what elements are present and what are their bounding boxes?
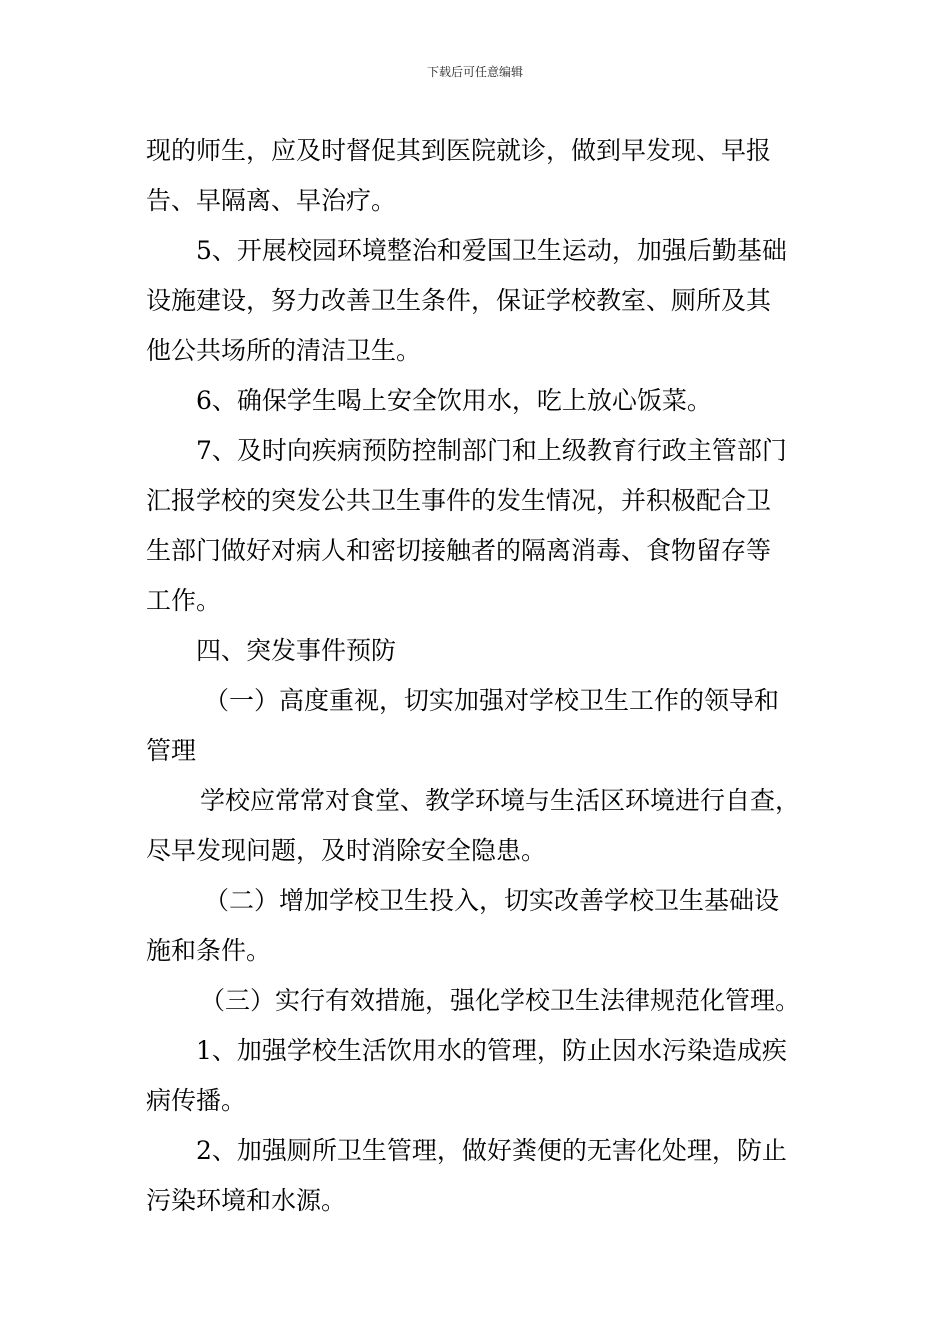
body-text: [146, 126, 826, 1226]
text-line: 病传播。: [146, 1086, 247, 1115]
subsection-heading: （二）增加学校卫生投入，切实改善学校卫生基础设: [204, 886, 780, 915]
text-line: 1、加强学校生活饮用水的管理，防止因水污染造成疾: [196, 1036, 787, 1065]
text-line: 工作。: [146, 586, 222, 615]
subsection-heading: （三）实行有效措施，强化学校卫生法律规范化管理。: [200, 986, 801, 1015]
text-line: 告、早隔离、早治疗。: [146, 186, 397, 215]
text-line: 学校应常常对食堂、教学环境与生活区环境进行自查，: [200, 786, 801, 815]
text-line: 2、加强厕所卫生管理，做好粪便的无害化处理，防止: [196, 1136, 787, 1165]
text-line: 7、及时向疾病预防控制部门和上级教育行政主管部门: [196, 436, 787, 465]
text-line: 他公共场所的清洁卫生。: [146, 336, 422, 365]
text-line: 施和条件。: [146, 936, 272, 965]
text-line: 污染环境和水源。: [146, 1186, 347, 1215]
text-line: 尽早发现问题，及时消除安全隐患。: [146, 836, 547, 865]
text-line: 设施建设，努力改善卫生条件，保证学校教室、厕所及其: [146, 286, 772, 315]
page-header: 下载后可任意编辑: [426, 65, 523, 79]
text-line: 现的师生，应及时督促其到医院就诊，做到早发现、早报: [146, 136, 772, 165]
subsection-heading: （一）高度重视，切实加强对学校卫生工作的领导和: [204, 686, 780, 715]
text-line: 5、开展校园环境整治和爱国卫生运动，加强后勤基础: [196, 236, 787, 265]
text-line: 生部门做好对病人和密切接触者的隔离消毒、食物留存等: [146, 536, 772, 565]
text-line: 管理: [146, 736, 197, 765]
text-line: 6、确保学生喝上安全饮用水，吃上放心饭菜。: [196, 386, 712, 415]
section-heading: 四、突发事件预防: [196, 636, 397, 665]
text-line: 汇报学校的突发公共卫生事件的发生情况，并积极配合卫: [146, 486, 772, 515]
